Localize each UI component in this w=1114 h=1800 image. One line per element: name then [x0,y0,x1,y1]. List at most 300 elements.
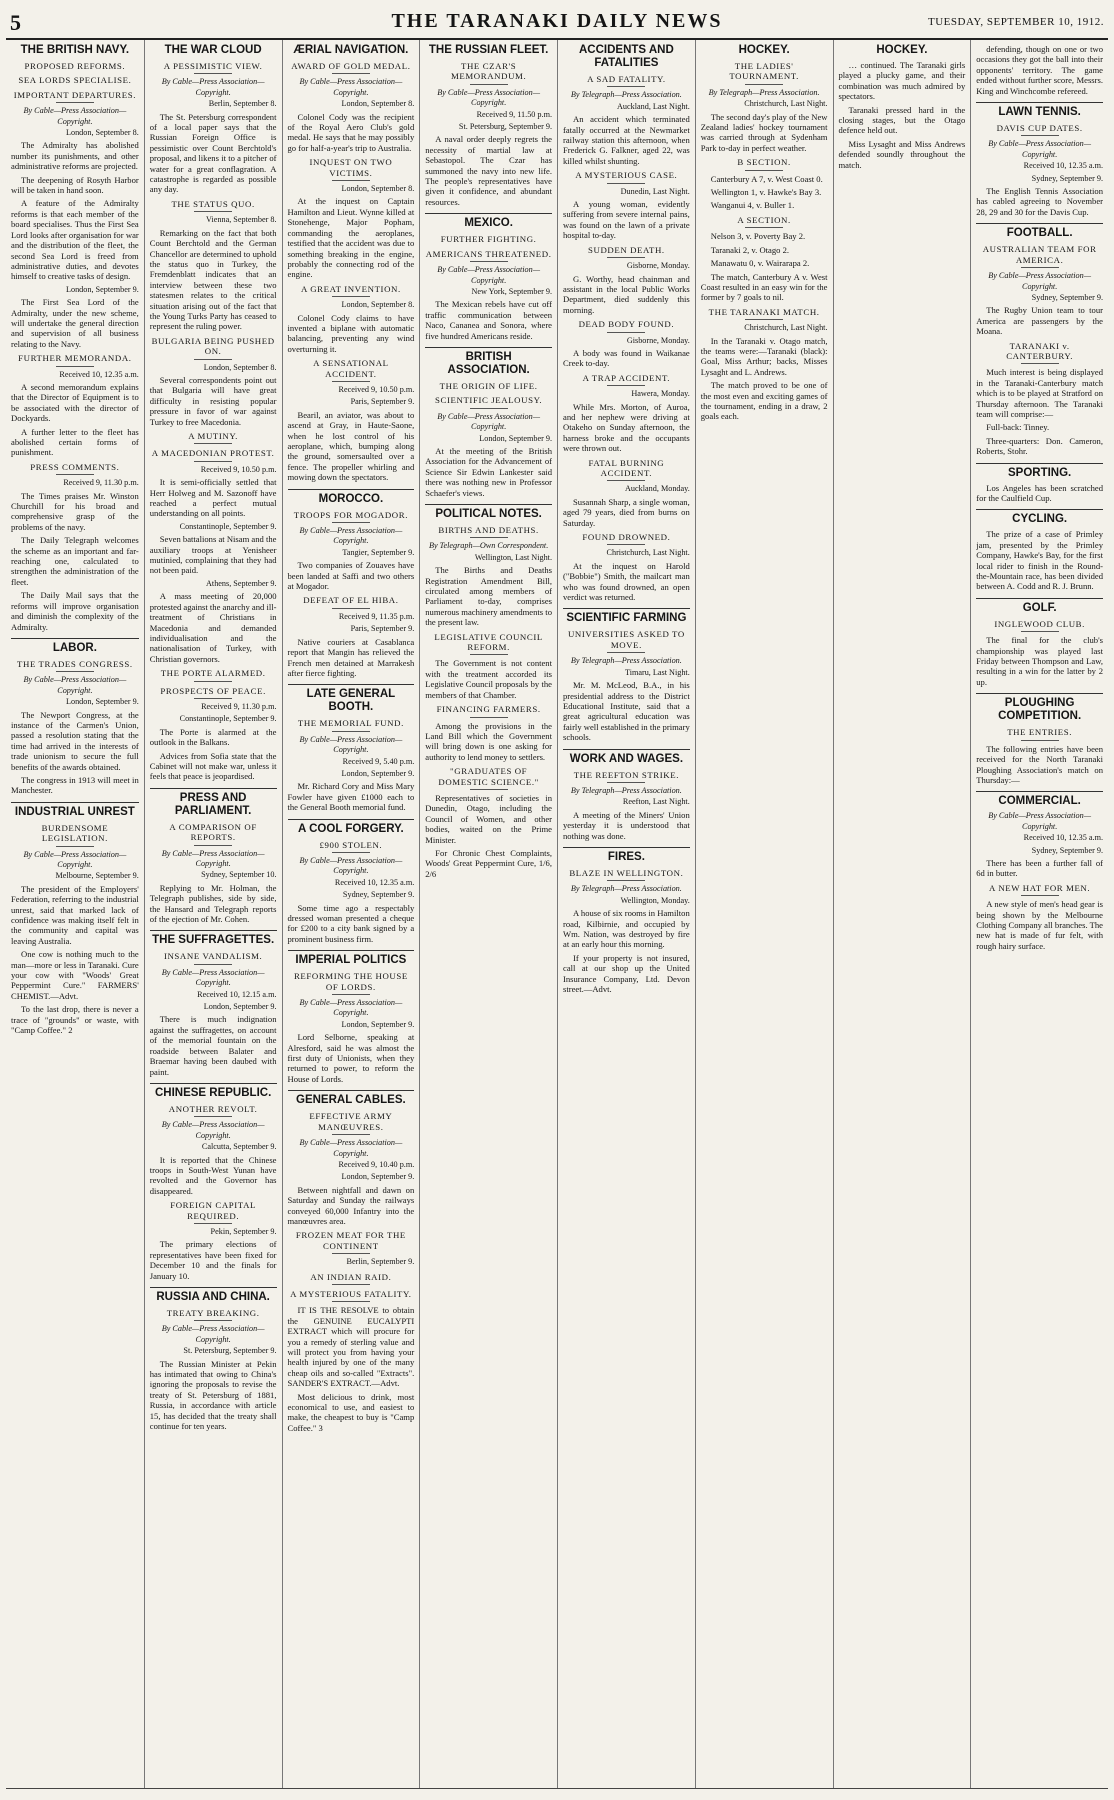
article-paragraph: An accident which terminated fatally occurred at the Newmarket railway station this afternoon, when Frederick G. Falkner, aged 22, was killed whilst shunting. [563,114,690,166]
sub-heading: A MYSTERIOUS CASE. [575,170,678,181]
article-paragraph: While Mrs. Morton, of Auroa, and her nephew were driving at Otakeho on Sunday afternoon, the harness broke and the occupants were thrown out. [563,401,690,454]
dateline: London, September 9. [479,433,552,443]
dateline: St. Petersburg, September 9. [458,122,552,132]
article-paragraph: Canterbury A 7, v. West Coast 0. [710,173,823,184]
sub-heading: A MYSTERIOUS FATALITY. [290,1288,412,1299]
sub-heading: INQUEST ON TWO VICTIMS. [309,157,393,178]
dateline: Vienna, September 8. [206,215,277,225]
sub-heading: BIRTHS AND DEATHS. [438,525,539,535]
sub-heading: A MUTINY. [188,431,238,441]
article-paragraph: Miss Lysaght and Miss Andrews defended soundly throughout the match. [838,138,966,170]
divider [332,608,370,609]
sub-heading: THE PORTE ALARMED. [160,668,266,679]
byline: By Cable—Press Association—Copyright. [161,1120,265,1140]
article-paragraph: Los Angeles has been scratched for the Caulfield Cup. [976,482,1103,503]
divider [470,717,508,718]
dateline: Constantinople, September 9. [179,521,277,531]
dateline: Hawera, Monday. [631,389,690,399]
sub-heading: REFORMING THE HOUSE OF LORDS. [293,971,408,992]
divider [332,1253,370,1254]
article-paragraph: The Daily Telegraph welcomes the scheme as an important and far-reaching one, calculated to strengthen the administration of the fleet. [11,535,139,587]
byline: By Cable—Press Association—Copyright. [299,998,403,1018]
sub-heading: DAVIS CUP DATES. [996,123,1083,134]
divider [332,1134,370,1135]
article-paragraph: The Newport Congress, at the instance of the Carmen's Union, passed a resolution stating that the time had arrived in the interests of trade unionism to secure the full benefits of the awards obtained. [11,709,139,772]
byline: By Cable—Press Association—Copyright. [23,675,127,695]
sub-heading: IMPORTANT DEPARTURES. [13,89,137,100]
dateline: London, September 8. [203,362,277,372]
sub-heading: "GRADUATES OF DOMESTIC SCIENCE." [438,766,539,787]
dateline: London, September 9. [203,1002,277,1012]
sub-heading: THE TRADES CONGRESS. [17,658,133,669]
divider [56,671,94,672]
divider [56,366,94,367]
article-paragraph: Lord Selborne, speaking at Alresford, said he was almost the first duty of Unionists, when they returned to power, to reform the House of Lords. [287,1032,415,1084]
sub-heading: PROPOSED REFORMS. [24,61,126,71]
divider [194,698,232,699]
section-heading: THE RUSSIAN FLEET. [428,44,549,56]
byline: By Cable—Press Association—Copyright. [299,734,403,755]
divider [194,211,232,212]
byline: By Cable—Press Association—Copyright. [299,77,403,97]
sub-heading: £900 STOLEN. [319,839,383,850]
newspaper-column [6,40,144,1788]
article-paragraph: The Mexican rebels have cut off traffic communication between Naco, Cananea and Sonora, where five hundred Americans reside. [425,299,552,341]
article-paragraph: The match proved to be one of the most even and exciting games of the tournament, ending in a draw, 2 goals each. [700,380,828,422]
divider [332,731,370,732]
article-paragraph: The second day's play of the New Zealand ladies' hockey tournament was carried through at Sydenham Park to-day in perfect weather. [700,111,828,153]
sub-heading: A NEW HAT FOR MEN. [989,882,1091,893]
article-paragraph: One cow is nothing much to the man—more or less in Taranaki. Cure your cow with "Woods' Great Peppermint Cure." FARMERS' CHEMIST.—Advt. [11,949,139,1001]
article-paragraph: Full-back: Tinney. [986,422,1050,433]
divider [56,102,94,103]
section-heading: LABOR. [11,638,139,655]
sub-heading: SUDDEN DEATH. [588,244,665,255]
dateline: Sydney, September 9. [1031,173,1103,183]
sub-heading: FINANCING FARMERS. [436,704,541,715]
dateline: London, September 9. [65,284,139,294]
article-paragraph: There has been a further fall of 6d in butter. [976,857,1103,879]
article-paragraph: At the inquest on Captain Hamilton and Lieut. Wynne killed at Stonehenge, Major Popham, commanding the aeroplanes, testified that the accident was due to something breaking in the engine, probably the connecting rod of the engine. [287,196,415,280]
divider [470,654,508,655]
dateline: Received 9, 10.50 p.m. [200,464,277,474]
divider [745,84,783,85]
section-heading: ÆRIAL NAVIGATION. [293,44,409,56]
dateline: Auckland, Last Night. [616,101,690,111]
article-paragraph: A young woman, evidently suffering from severe internal pains, was found on the lawn of a private hospital to-day. [563,199,690,241]
sub-heading: UNIVERSITIES ASKED TO MOVE. [567,629,685,650]
article-paragraph: G. Worthy, head chainman and assistant in the local Public Works Department, died suddenly this morning. [563,273,690,315]
sub-heading: TROOPS FOR MOGADOR. [293,509,409,520]
newspaper-column [970,40,1108,1788]
article-paragraph: A naval order deeply regrets the necessity of martial law at Sebastopol. The Czar has summoned the navy into new life. The people's representatives have given it confidence, and abundant resources. [425,134,552,207]
dateline: St. Petersburg, September 9. [183,1346,277,1356]
divider [332,522,370,523]
sub-heading: A TRAP ACCIDENT. [582,372,671,383]
byline: By Cable—Press Association—Copyright. [161,967,265,988]
article-paragraph: Taranaki pressed hard in the closing stages, but the Otago defence held out. [838,104,966,136]
section-heading: SCIENTIFIC FARMING [563,608,690,625]
divider [607,183,645,184]
dateline: Received 9, 11.30 p.m. [201,701,277,711]
sub-heading: EFFECTIVE ARMY MANŒUVRES. [309,1111,393,1132]
article-paragraph: Between nightfall and dawn on Saturday and Sunday the railways conveyed 60,000 Infantry into the manœuvres area. [287,1184,415,1226]
article-paragraph: A feature of the Admiralty reforms is that each member of the board specialises. Thus the First Sea Lord looks after organisation for war and the distribution of the fleet, the second Sea Lord is freed from administrative duties, and devotes himself to creative tasks of design. [11,198,139,282]
dateline: Received 10, 12.35 a.m. [1023,833,1103,843]
sub-heading: THE TARANAKI MATCH. [708,306,820,317]
divider [1021,895,1059,896]
sub-heading: A GREAT INVENTION. [300,283,401,294]
dateline: Received 9, 10.40 p.m. [338,1159,415,1169]
sub-heading: DEAD BODY FOUND. [578,319,675,330]
section-heading: MEXICO. [425,213,552,230]
divider [607,480,645,481]
dateline: London, September 9. [341,768,415,778]
sub-heading: TARANAKI v. CANTERBURY. [1006,340,1074,361]
columns-container [6,40,1108,1789]
article-paragraph: To the last drop, there is never a trace of "grounds" or waste, with "Camp Coffee." 2 [11,1004,139,1036]
dateline: Paris, September 9. [350,624,415,634]
dateline: Received 10, 12.35 a.m. [59,369,139,379]
byline: By Cable—Press Association—Copyright. [161,848,265,868]
sub-heading: FURTHER MEMORANDA. [18,353,132,364]
dateline: Wellington, Last Night. [474,552,552,562]
article-paragraph: The final for the club's championship was played last Friday between Thompson and Law, resulting in a win for the latter by 2 up. [976,635,1103,687]
article-paragraph: Mr. M. McLeod, B.A., in his presidential address to the District Educational Institute, said that a great agricultural education was fairly well established in the primary schools. [563,680,690,743]
divider [194,443,232,444]
divider [607,86,645,87]
divider [194,461,232,462]
divider [194,964,232,965]
article-paragraph: Bearil, an aviator, was about to ascend at Gray, in Haute-Saone, when he lost control of his aeroplane, which, bumping along the ground, somersaulted over a fence. The propeller whirling and mowing down the spectators. [287,409,415,483]
byline: By Cable—Press Association—Copyright. [23,849,127,869]
byline: By Cable—Press Association—Copyright. [161,1324,265,1344]
article-paragraph: Two companies of Zouaves have been landed at Saffi and two others at Mogador. [287,560,415,592]
section-heading: PRESS AND PARLIAMENT. [150,788,277,818]
sub-heading: LEGISLATIVE COUNCIL REFORM. [434,631,543,653]
divider [470,84,508,85]
article-paragraph: The First Sea Lord of the Admiralty, under the new scheme, will undertake the general direction and supervision of all business relating to the Navy. [11,297,139,349]
sub-heading: FOREIGN CAPITAL REQUIRED. [170,1200,256,1221]
sub-heading: THE MEMORIAL FUND. [297,718,404,729]
sub-heading: AWARD OF GOLD MEDAL. [291,61,411,71]
sub-heading: FOUND DROWNED. [582,532,671,543]
byline: By Cable—Press Association—Copyright. [161,77,265,97]
divider [470,789,508,790]
divider [607,652,645,653]
article-paragraph: Seven battalions at Nisam and the auxiliary troops at Yenisheer mutinied, complaining that they had not been paid. [149,534,277,576]
dateline: London, September 8. [341,184,415,194]
section-heading: LAWN TENNIS. [976,102,1103,119]
sub-heading: AMERICANS THREATENED. [425,248,552,259]
article-paragraph: A meeting of the Miners' Union yesterday it is understood that nothing was done. [563,809,690,841]
dateline: Christchurch, Last Night. [744,323,828,333]
article-paragraph: defending, though on one or two occasions they got the ball into their opponents' territory. The game ended without further score, Messrs. King and Winchcombe refereed. [976,44,1103,96]
article-paragraph: Taranaki 2, v. Otago 2. [710,244,790,255]
divider [607,332,645,333]
byline: By Cable—Press Association—Copyright. [299,1138,403,1158]
divider [194,359,232,360]
dateline: Sydney, September 9. [1031,845,1103,855]
sub-heading: B SECTION. [737,157,791,168]
dateline: Received 9, 5.40 p.m. [342,756,415,766]
divider [1021,631,1059,632]
divider [470,408,508,409]
article-paragraph: Mr. Richard Cory and Miss Mary Fowler have given £1000 each to the General Booth memorial fund. [287,781,415,813]
sub-heading: PROSPECTS OF PEACE. [160,685,266,696]
paper-title: THE TARANAKI DAILY NEWS [391,9,723,32]
dateline: Sydney, September 10. [201,870,277,880]
masthead [6,4,1108,40]
dateline: London, September 8. [341,300,415,310]
article-paragraph: Colonel Cody was the recipient of the Royal Aero Club's gold medal. He says that he may possibly go for half-a-year's trip to Australia. [287,111,415,153]
sub-heading: A PESSIMISTIC VIEW. [163,61,263,71]
divider [607,544,645,545]
byline: By Telegraph—Own Correspondent. [429,541,549,551]
article-paragraph: The Rugby Union team to tour America are passengers by the Moana. [976,305,1103,337]
dateline: Christchurch, Last Night. [606,548,690,558]
sub-heading: THE REEFTON STRIKE. [573,769,680,780]
sub-heading: AN INDIAN RAID. [310,1271,392,1282]
dateline: Received 10, 12.35 a.m. [1023,161,1103,171]
article-paragraph: The prize of a case of Primley jam, presented by the Primley Company, Hawke's Bay, for the first local rider to finish in the Round-the-Mountain race, has been divided between A. Codd and R. J. Brunn. [976,529,1103,592]
dateline: Berlin, September 8. [208,99,277,109]
sub-heading: THE LADIES' TOURNAMENT. [729,61,799,82]
dateline: Reefton, Last Night. [622,797,690,807]
dateline: Christchurch, Last Night. [744,99,828,109]
article-paragraph: Advices from Sofia state that the Cabinet will not make war, unless it feels that peace is jeopardised. [149,750,277,782]
section-heading: HOCKEY. [738,44,790,56]
article-paragraph: It is reported that the Chinese troops in South-West Yunan have revolted and the Governor has disappeared. [149,1154,277,1196]
newspaper-column [833,40,971,1788]
article-paragraph: The Births and Deaths Registration Amendment Bill, circulated among members of Parliament to-day, comprises numerous machinery amendments to the present law. [425,565,552,628]
article-paragraph: A further letter to the fleet has abolished certain forms of punishment. [11,426,139,458]
dateline: Pekin, September 9. [210,1226,277,1236]
divider [56,846,94,847]
dateline: London, September 9. [341,1172,415,1182]
sub-heading: ANOTHER REVOLT. [168,1103,258,1114]
dateline: London, September 8. [341,99,415,109]
byline: By Cable—Press Association—Copyright. [437,265,541,285]
dateline: Received 9, 10.50 p.m. [338,384,415,394]
newspaper-column [557,40,695,1788]
divider [470,261,508,262]
sub-heading: A COMPARISON OF REPORTS. [169,821,257,843]
article-paragraph: The primary elections of representatives have been fixed for December 10 and the finals for January 10. [149,1239,277,1281]
article-paragraph: Representatives of societies in Dunedin, Otago, including the Council of Women, and other bodies, waited on the Prime Minister. [425,792,552,845]
sub-heading: A SECTION. [737,214,791,225]
article-paragraph: Some time ago a respectably dressed woman presented a cheque for £200 to a city bank signed by a prominent business firm. [287,902,415,944]
sub-heading: A MACEDONIAN PROTEST. [151,448,275,459]
article-paragraph: Nelson 3, v. Poverty Bay 2. [710,231,806,242]
byline: By Telegraph—Press Association. [570,884,682,894]
sub-heading: SEA LORDS SPECIALISE. [18,75,132,86]
dateline: Received 10, 12.15 a.m. [197,989,277,999]
byline: By Telegraph—Press Association. [570,90,682,100]
article-paragraph: A second memorandum explains that the Director of Equipment is to be associated with the director of Dockyards. [11,381,139,424]
article-paragraph: It is semi-officially settled that Herr Holweg and M. Sazonoff have reached a perfect mutual understanding on all points. [149,477,277,519]
article-paragraph: The match, Canterbury A v. West Coast resulted in an easy win for the former by 7 goals to nil. [700,271,828,303]
divider [332,381,370,382]
section-heading: GENERAL CABLES. [288,1090,415,1107]
dateline: New York, September 9. [471,286,552,296]
article-paragraph: Among the provisions in the Land Bill which the Government will bring down is one asking for authority to lend money to settlers. [425,720,552,762]
byline: By Cable—Press Association—Copyright. [988,139,1092,159]
divider [1021,740,1059,741]
section-heading: A COOL FORGERY. [288,819,415,836]
sub-heading: A SAD FATALITY. [587,74,666,84]
divider [332,994,370,995]
article-paragraph: At the meeting of the British Association for the Advancement of Science Sir Edwin Lankester said there was nothing new in Professor Schaefer's views. [425,445,552,498]
divider [607,385,645,386]
dateline: Auckland, Monday. [625,484,690,494]
dateline: Received 9, 11.35 p.m. [338,611,415,621]
divider [332,852,370,853]
article-paragraph: Wellington 1, v. Hawke's Bay 3. [710,187,822,198]
article-paragraph: A body was found in Waikanae Creek to-day. [563,347,690,369]
article-paragraph: Wanganui 4, v. Buller 1. [710,200,795,211]
page-number: 5 [10,10,21,35]
dateline: Constantinople, September 9. [179,714,277,724]
newspaper-column [144,40,282,1788]
divider [1021,135,1059,136]
article-paragraph: Native couriers at Casablanca report that Mangin has relieved the French men detained at Marrakesh after fierce fighting. [287,636,415,678]
divider [194,845,232,846]
dateline: Gisborne, Monday. [626,261,690,271]
divider [607,880,645,881]
divider [332,296,370,297]
article-paragraph: The president of the Employers' Federation, referring to the industrial unrest, said that marked lack of confidence was making itself felt in the community and capital was leaving Australia. [11,883,139,946]
sub-heading: FURTHER FIGHTING. [440,234,537,245]
article-paragraph: There is much indignation against the suffragettes, on account of the memorial fountain on the roadside between Balater and Braemar having been daubed with paint. [149,1014,277,1077]
divider [194,681,232,682]
dateline: Wellington, Monday. [620,895,690,905]
article-paragraph: Replying to Mr. Holman, the Telegraph publishes, side by side, the Hansard and Telegraph reports of the ejection of Mr. Cohen. [149,882,277,925]
article-paragraph: … continued. The Taranaki girls played a plucky game, and their combination was much admired by spectators. [838,60,966,102]
article-paragraph: If your property is not insured, call at our shop up the United Insurance Company, Ltd. Devon street.—Advt. [563,952,690,995]
article-paragraph: Much interest is being displayed in the Taranaki-Canterbury match which is to be played at Stratford on Thursday afternoon. The Taranaki team will comprise:— [976,367,1103,419]
dateline: London, September 9. [341,1019,415,1029]
section-heading: LATE GENERAL BOOTH. [288,684,415,714]
dateline: Tangier, September 9. [342,547,415,557]
article-paragraph: A mass meeting of 20,000 protested against the anarchy and ill-treatment of Christians in Macedonia and demanded individualisation and the nationalisation of Turkey, with Christian governors. [149,591,277,664]
sub-heading: THE ORIGIN OF LIFE. [439,380,538,391]
newspaper-column [695,40,833,1788]
article-paragraph: The following entries have been received for the North Taranaki Ploughing Association's match on Thursday:— [976,743,1103,785]
sub-heading: PRESS COMMENTS. [30,461,120,472]
dateline: Calcutta, September 9. [201,1142,277,1152]
dateline: Sydney, September 9. [342,890,415,900]
article-paragraph: Remarking on the fact that both Count Berchtold and the German Chancellor are determined to uphold the status quo in Turkey, the Fremdenblatt indicates that an interview between these two statesmen relates to the critical situation arising out of the fact that the Young Turks Party has ceased to represent the ruling power. [149,227,277,332]
sub-heading: INGLEWOOD CLUB. [994,618,1085,629]
section-heading: CHINESE REPUBLIC. [150,1083,277,1100]
divider [745,227,783,228]
section-heading: RUSSIA AND CHINA. [150,1287,277,1304]
article-paragraph: At the inquest on Harold ("Bobbie") Smith, the mailcart man who was found drowned, an open verdict was returned. [563,560,690,603]
sub-heading: FATAL BURNING ACCIDENT. [588,457,665,478]
article-paragraph: The Porte is alarmed at the outlook in the Balkans. [149,726,277,748]
article-paragraph: Colonel Cody claims to have invented a biplane with automatic balancing, preventing any wind overturning it. [287,312,415,354]
dateline: Dunedin, Last Night. [620,186,690,196]
divider [194,1116,232,1117]
article-paragraph: The English Tennis Association has cabled agreeing to November 28, 29 and 30 for the Davis Cup. [976,186,1103,217]
section-heading: BRITISH ASSOCIATION. [425,347,552,377]
section-heading: THE WAR CLOUD [164,44,262,56]
sub-heading: AUSTRALIAN TEAM FOR AMERICA. [982,244,1097,265]
issue-date: TUESDAY, SEPTEMBER 10, 1912. [928,16,1104,28]
sub-heading: DEFEAT OF EL HIBA. [303,595,399,606]
sub-heading: BULGARIA BEING PUSHED ON. [151,335,275,357]
dateline: Gisborne, Monday. [626,335,690,345]
section-heading: SPORTING. [976,463,1103,480]
divider [332,1301,370,1302]
dateline: Berlin, September 9. [346,1257,415,1267]
newspaper-column [419,40,557,1788]
article-paragraph: Manawatu 0, v. Wairarapa 2. [710,258,810,269]
article-paragraph: IT IS THE RESOLVE to obtain the GENUINE EUCALYPTI EXTRACT which will procure for you a remedy of sterling value and will protect you from having your health injured by one of the many cheap oils and so-called "Extracts". SANDER'S EXTRACT.—Advt. [287,1305,415,1389]
section-heading: WORK AND WAGES. [563,749,690,766]
dateline: Melbourne, September 9. [55,871,139,881]
section-heading: POLITICAL NOTES. [425,504,552,521]
section-heading: ACCIDENTS AND FATALITIES [578,44,674,69]
article-paragraph: In the Taranaki v. Otago match, the teams were:—Taranaki (black): Goal, Miss Arthur; backs, Misses Lysaght and L. Andrews. [700,335,828,377]
dateline: Sydney, September 9. [1031,292,1103,302]
section-heading: THE BRITISH NAVY. [20,44,130,56]
section-heading: CYCLING. [976,509,1103,526]
divider [470,537,508,538]
divider [56,474,94,475]
sub-heading: SCIENTIFIC JEALOUSY. [435,395,543,406]
byline: By Cable—Press Association—Copyright. [23,106,127,126]
divider [745,170,783,171]
sub-heading: A SENSATIONAL ACCIDENT. [313,358,389,379]
dateline: Received 10, 12.35 a.m. [334,877,415,887]
article-paragraph: The congress in 1913 will meet in Manchester. [11,774,139,796]
divider [607,257,645,258]
article-paragraph: The Times praises Mr. Winston Churchill for his broad and comprehensive grasp of the problems of the navy. [11,490,139,532]
article-paragraph: Several correspondents point out that Bulgaria will have great difficulty in resisting popular pressure in favor of war against Turkey to free Macedonia. [149,374,277,427]
divider [332,180,370,181]
divider [1021,267,1059,268]
byline: By Cable—Press Association—Copyright. [299,526,403,546]
dateline: Athens, September 9. [206,578,277,588]
sub-heading: TREATY BREAKING. [166,1308,260,1318]
divider [194,73,232,74]
sub-heading: THE STATUS QUO. [171,198,255,209]
byline: By Telegraph—Press Association. [708,87,820,97]
divider [332,73,370,74]
byline: By Cable—Press Association—Copyright. [988,271,1092,291]
section-heading: MOROCCO. [288,489,415,506]
article-paragraph: Susannah Sharp, a single woman, aged 79 years, died from burns on Saturday. [563,496,690,528]
byline: By Telegraph—Press Association. [570,656,682,666]
sub-heading: FROZEN MEAT FOR THE CONTINENT [295,1230,406,1251]
sub-heading: THE CZAR'S MEMORANDUM. [450,61,527,82]
byline: By Cable—Press Association—Copyright. [437,87,541,108]
section-heading: FIRES. [563,847,690,864]
article-paragraph: The deepening of Rosyth Harbor will be taken in hand soon. [11,174,139,196]
divider [194,1223,232,1224]
section-heading: COMMERCIAL. [976,791,1103,808]
section-heading: INDUSTRIAL UNREST [11,802,139,819]
article-paragraph: Most delicious to drink, most economical to use, and easiest to make, the cheapest to buy is "Camp Coffee." 3 [287,1391,415,1433]
article-paragraph: For Chronic Chest Complaints, Woods' Great Peppermint Cure, 1/6, 2/6 [425,847,552,879]
section-heading: GOLF. [976,598,1103,615]
section-heading: IMPERIAL POLITICS [288,950,415,967]
sub-heading: THE ENTRIES. [1007,727,1073,738]
section-heading: HOCKEY. [876,44,928,56]
article-paragraph: The St. Petersburg correspondent of a local paper says that the Russian Foreign Office is pessimistic over Count Berchtold's proposal, and likens it to a pitcher of water for a great conflagration. A catastrophe is regarded as possible any day. [149,111,277,195]
